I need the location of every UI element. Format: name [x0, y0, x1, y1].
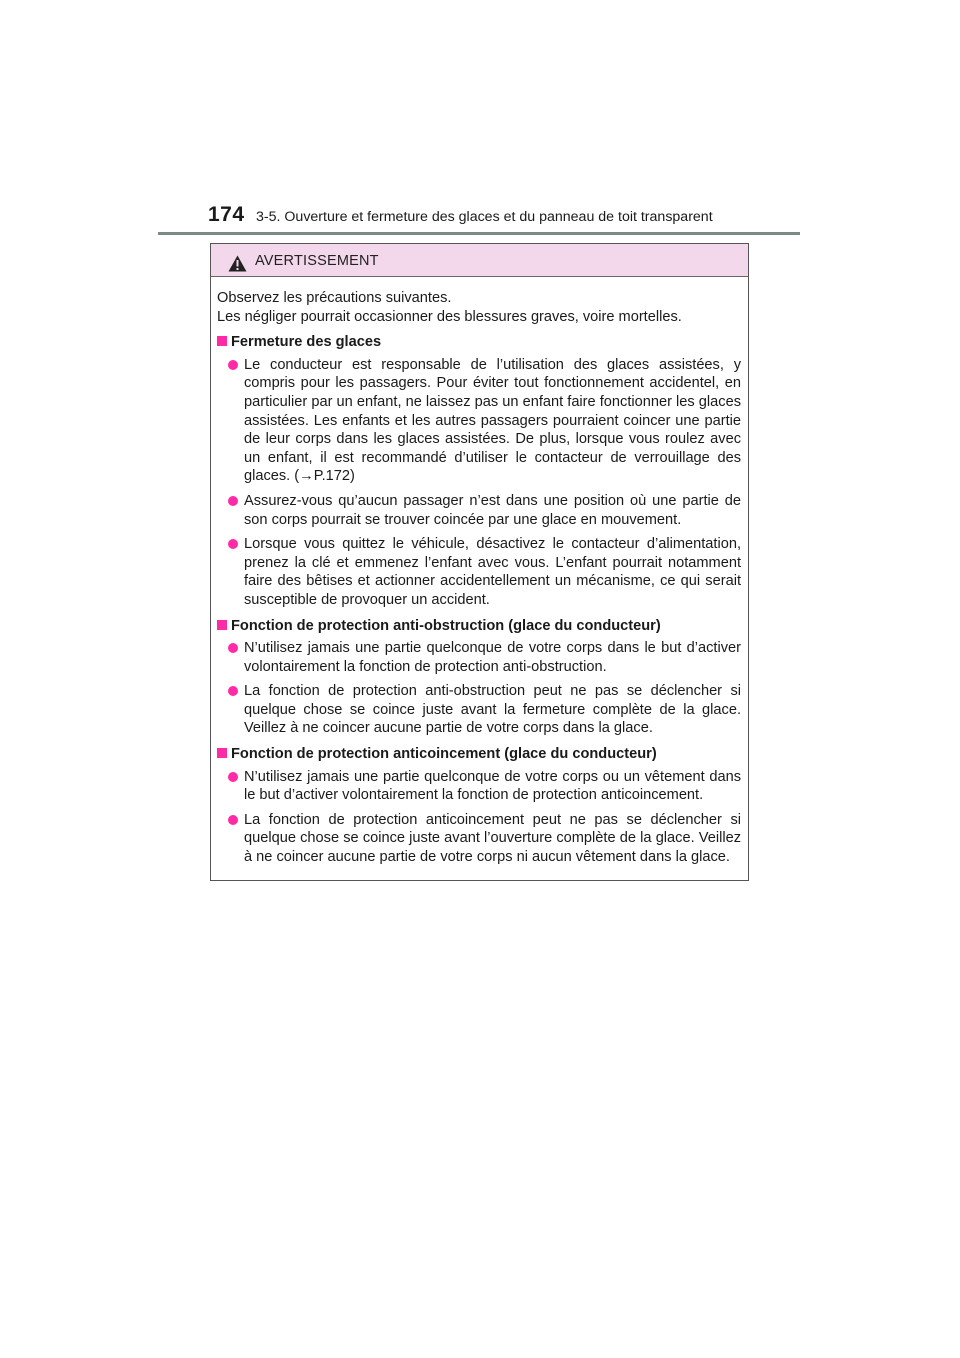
warning-header: [211, 244, 748, 277]
warning-body: [211, 277, 748, 867]
section-heading-text: Fermeture des glaces: [231, 334, 382, 351]
list-item-text: Lorsque vous quittez le véhicule, désactivez le contacteur d’alimentation, prenez la clé et emmenez l’enfant avec vous. L’enfant pourrait notamment faire des bêtises et actionner accidentellement un mécanisme, ce qui serait susceptible de provoquer un accident.: [244, 536, 741, 608]
round-bullet-icon: [228, 643, 238, 653]
square-bullet-icon: [217, 620, 227, 630]
list-item: [217, 356, 741, 486]
intro-line: Observez les précautions suivantes.: [217, 290, 452, 306]
round-bullet-icon: [228, 772, 238, 782]
section-title: 3-5. Ouverture et fermeture des glaces et du panneau de toit transparent: [256, 209, 713, 225]
square-bullet-icon: [217, 748, 227, 758]
square-bullet-icon: [217, 336, 227, 346]
list-item: [217, 768, 741, 805]
header-divider: [158, 232, 800, 235]
section-heading: [217, 745, 741, 764]
list-item-text: La fonction de protection anti-obstruction peut ne pas se déclencher si quelque chose se coince juste avant la fermeture complète de la glace. Veillez à ne coincer aucune partie de votre corps dans la glace.: [244, 683, 741, 737]
list-item-text: La fonction de protection anticoincement peut ne pas se déclencher si quelque chose se coince juste avant l’ouverture complète de la glace. Veillez à ne coincer aucune partie de votre corps ni aucun vêtement dans la glace.: [244, 811, 741, 866]
warning-label: AVERTISSEMENT: [255, 253, 379, 269]
list-item-text: Le conducteur est responsable de l’utilisation des glaces assistées, y compris pour les passagers. Pour éviter tout fonctionnement accidentel, en particulier par un enfant, ne laissez pas un enfant faire fonctionner les glaces assistées. Les enfants et les autres passagers pourraient coincer une partie de leur corps dans les glaces assistées. De plus, lorsque vous roulez avec un enfant, il est recommandé d’utiliser le contacteur de verrouillage des glaces. (→P.172): [244, 356, 741, 485]
list-item: [217, 811, 741, 867]
section-heading-text: Fonction de protection anti-obstruction (glace du conducteur): [231, 617, 661, 634]
round-bullet-icon: [228, 815, 238, 825]
intro-line: Les négliger pourrait occasionner des blessures graves, voire mortelles.: [217, 308, 682, 325]
section-heading: [217, 617, 741, 636]
warning-triangle-icon: [228, 255, 247, 277]
round-bullet-icon: [228, 539, 238, 549]
list-item-text: N’utilisez jamais une partie quelconque de votre corps dans le but d’activer volontairement la fonction de protection anti-obstruction.: [244, 640, 741, 675]
list-item: [217, 639, 741, 676]
list-item-text: Assurez-vous qu’aucun passager n’est dans une position où une partie de son corps pourrait se trouver coincée par une glace en mouvement.: [244, 492, 741, 528]
round-bullet-icon: [228, 360, 238, 370]
round-bullet-icon: [228, 496, 238, 506]
round-bullet-icon: [228, 686, 238, 696]
section-heading: [217, 333, 741, 352]
list-item: [217, 535, 741, 609]
warning-box: [210, 243, 749, 881]
page-number: 174: [208, 203, 245, 226]
list-item-text: N’utilisez jamais une partie quelconque de votre corps ou un vêtement dans le but d’activer volontairement la fonction de protection anticoincement.: [244, 768, 741, 804]
section-closing-windows: [217, 333, 741, 609]
list-item: [217, 682, 741, 738]
list-item: [217, 492, 741, 529]
section-heading-text: Fonction de protection anticoincement (glace du conducteur): [231, 746, 657, 763]
section-anti-obstruction: [217, 617, 741, 739]
section-anti-pinch: [217, 745, 741, 867]
